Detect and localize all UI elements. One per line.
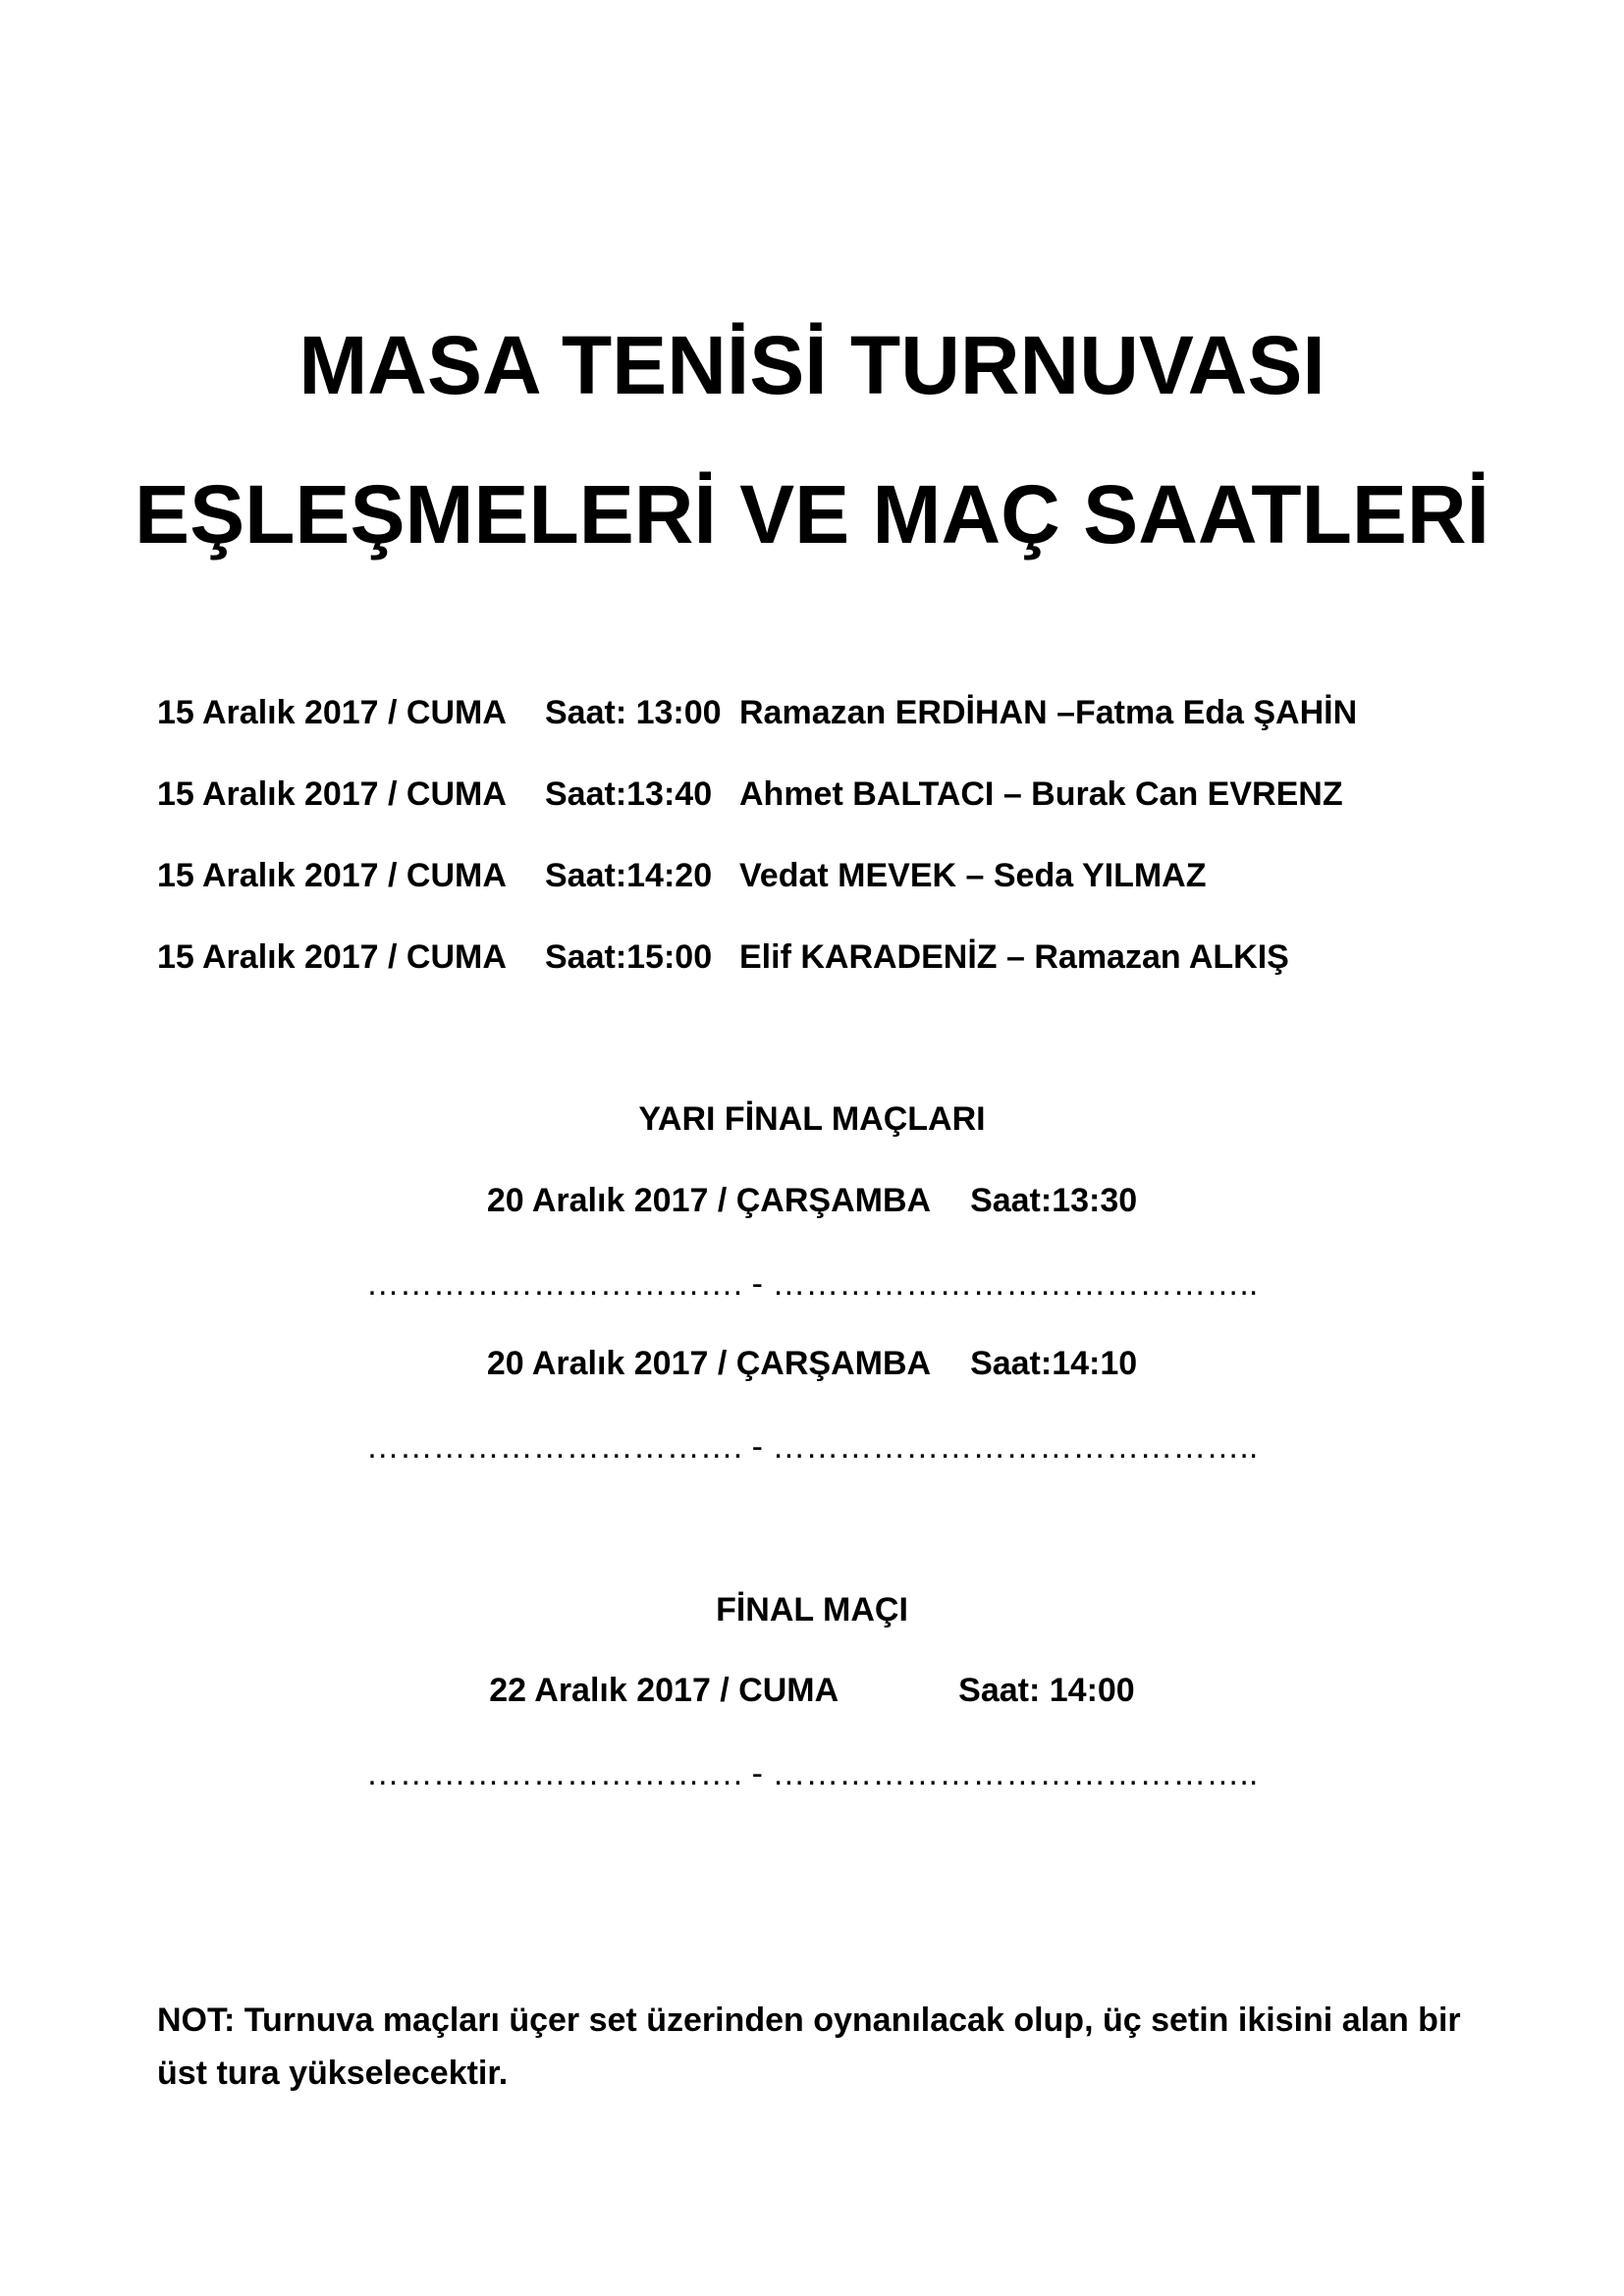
final-heading: FİNAL MAÇI — [716, 1591, 908, 1629]
semi-final-time: Saat:13:30 — [970, 1182, 1138, 1219]
match-players: Ahmet BALTACI – Burak Can EVRENZ — [739, 775, 1343, 813]
final-time: Saat: 14:00 — [958, 1672, 1135, 1709]
semi-final-slot — [0, 1179, 1624, 1222]
semi-final-players-blank: ……………………………. - …………………………………….. — [365, 1265, 1259, 1303]
match-players: Elif KARADENİZ – Ramazan ALKIŞ — [739, 938, 1289, 976]
match-row — [157, 935, 1289, 979]
semi-final-slot — [0, 1342, 1624, 1385]
match-date: 15 Aralık 2017 / CUMA — [157, 938, 507, 976]
match-players: Vedat MEVEK – Seda YILMAZ — [739, 857, 1207, 894]
match-players: Ramazan ERDİHAN –Fatma Eda ŞAHİN — [739, 694, 1358, 731]
tournament-note: NOT: Turnuva maçları üçer set üzerinden oynanılacak olup, üç setin ikisini alan bir üst tura yükselecektir. — [157, 2002, 1461, 2092]
page-title-line-1: MASA TENİSİ TURNUVASI — [298, 319, 1326, 411]
match-date: 15 Aralık 2017 / CUMA — [157, 694, 507, 731]
match-row — [157, 854, 1207, 897]
final-players-blank: ……………………………. - …………………………………….. — [365, 1755, 1259, 1792]
match-row — [157, 691, 1357, 734]
match-date: 15 Aralık 2017 / CUMA — [157, 857, 507, 894]
match-date: 15 Aralık 2017 / CUMA — [157, 775, 507, 813]
semi-final-date: 20 Aralık 2017 / ÇARŞAMBA — [486, 1345, 932, 1382]
final-slot — [0, 1669, 1624, 1712]
match-time: Saat:14:20 — [545, 857, 713, 894]
page-title-line-2: EŞLEŞMELERİ VE MAÇ SAATLERİ — [135, 468, 1489, 561]
semi-final-date: 20 Aralık 2017 / ÇARŞAMBA — [486, 1182, 932, 1219]
semi-final-heading: YARI FİNAL MAÇLARI — [638, 1100, 986, 1138]
semi-final-players-blank: ……………………………. - …………………………………….. — [365, 1428, 1259, 1466]
match-row — [157, 773, 1343, 816]
match-time: Saat:13:40 — [545, 775, 713, 813]
match-time: Saat: 13:00 — [545, 694, 722, 731]
match-time: Saat:15:00 — [545, 938, 713, 976]
semi-final-time: Saat:14:10 — [970, 1345, 1138, 1382]
final-date: 22 Aralık 2017 / CUMA — [489, 1672, 839, 1709]
